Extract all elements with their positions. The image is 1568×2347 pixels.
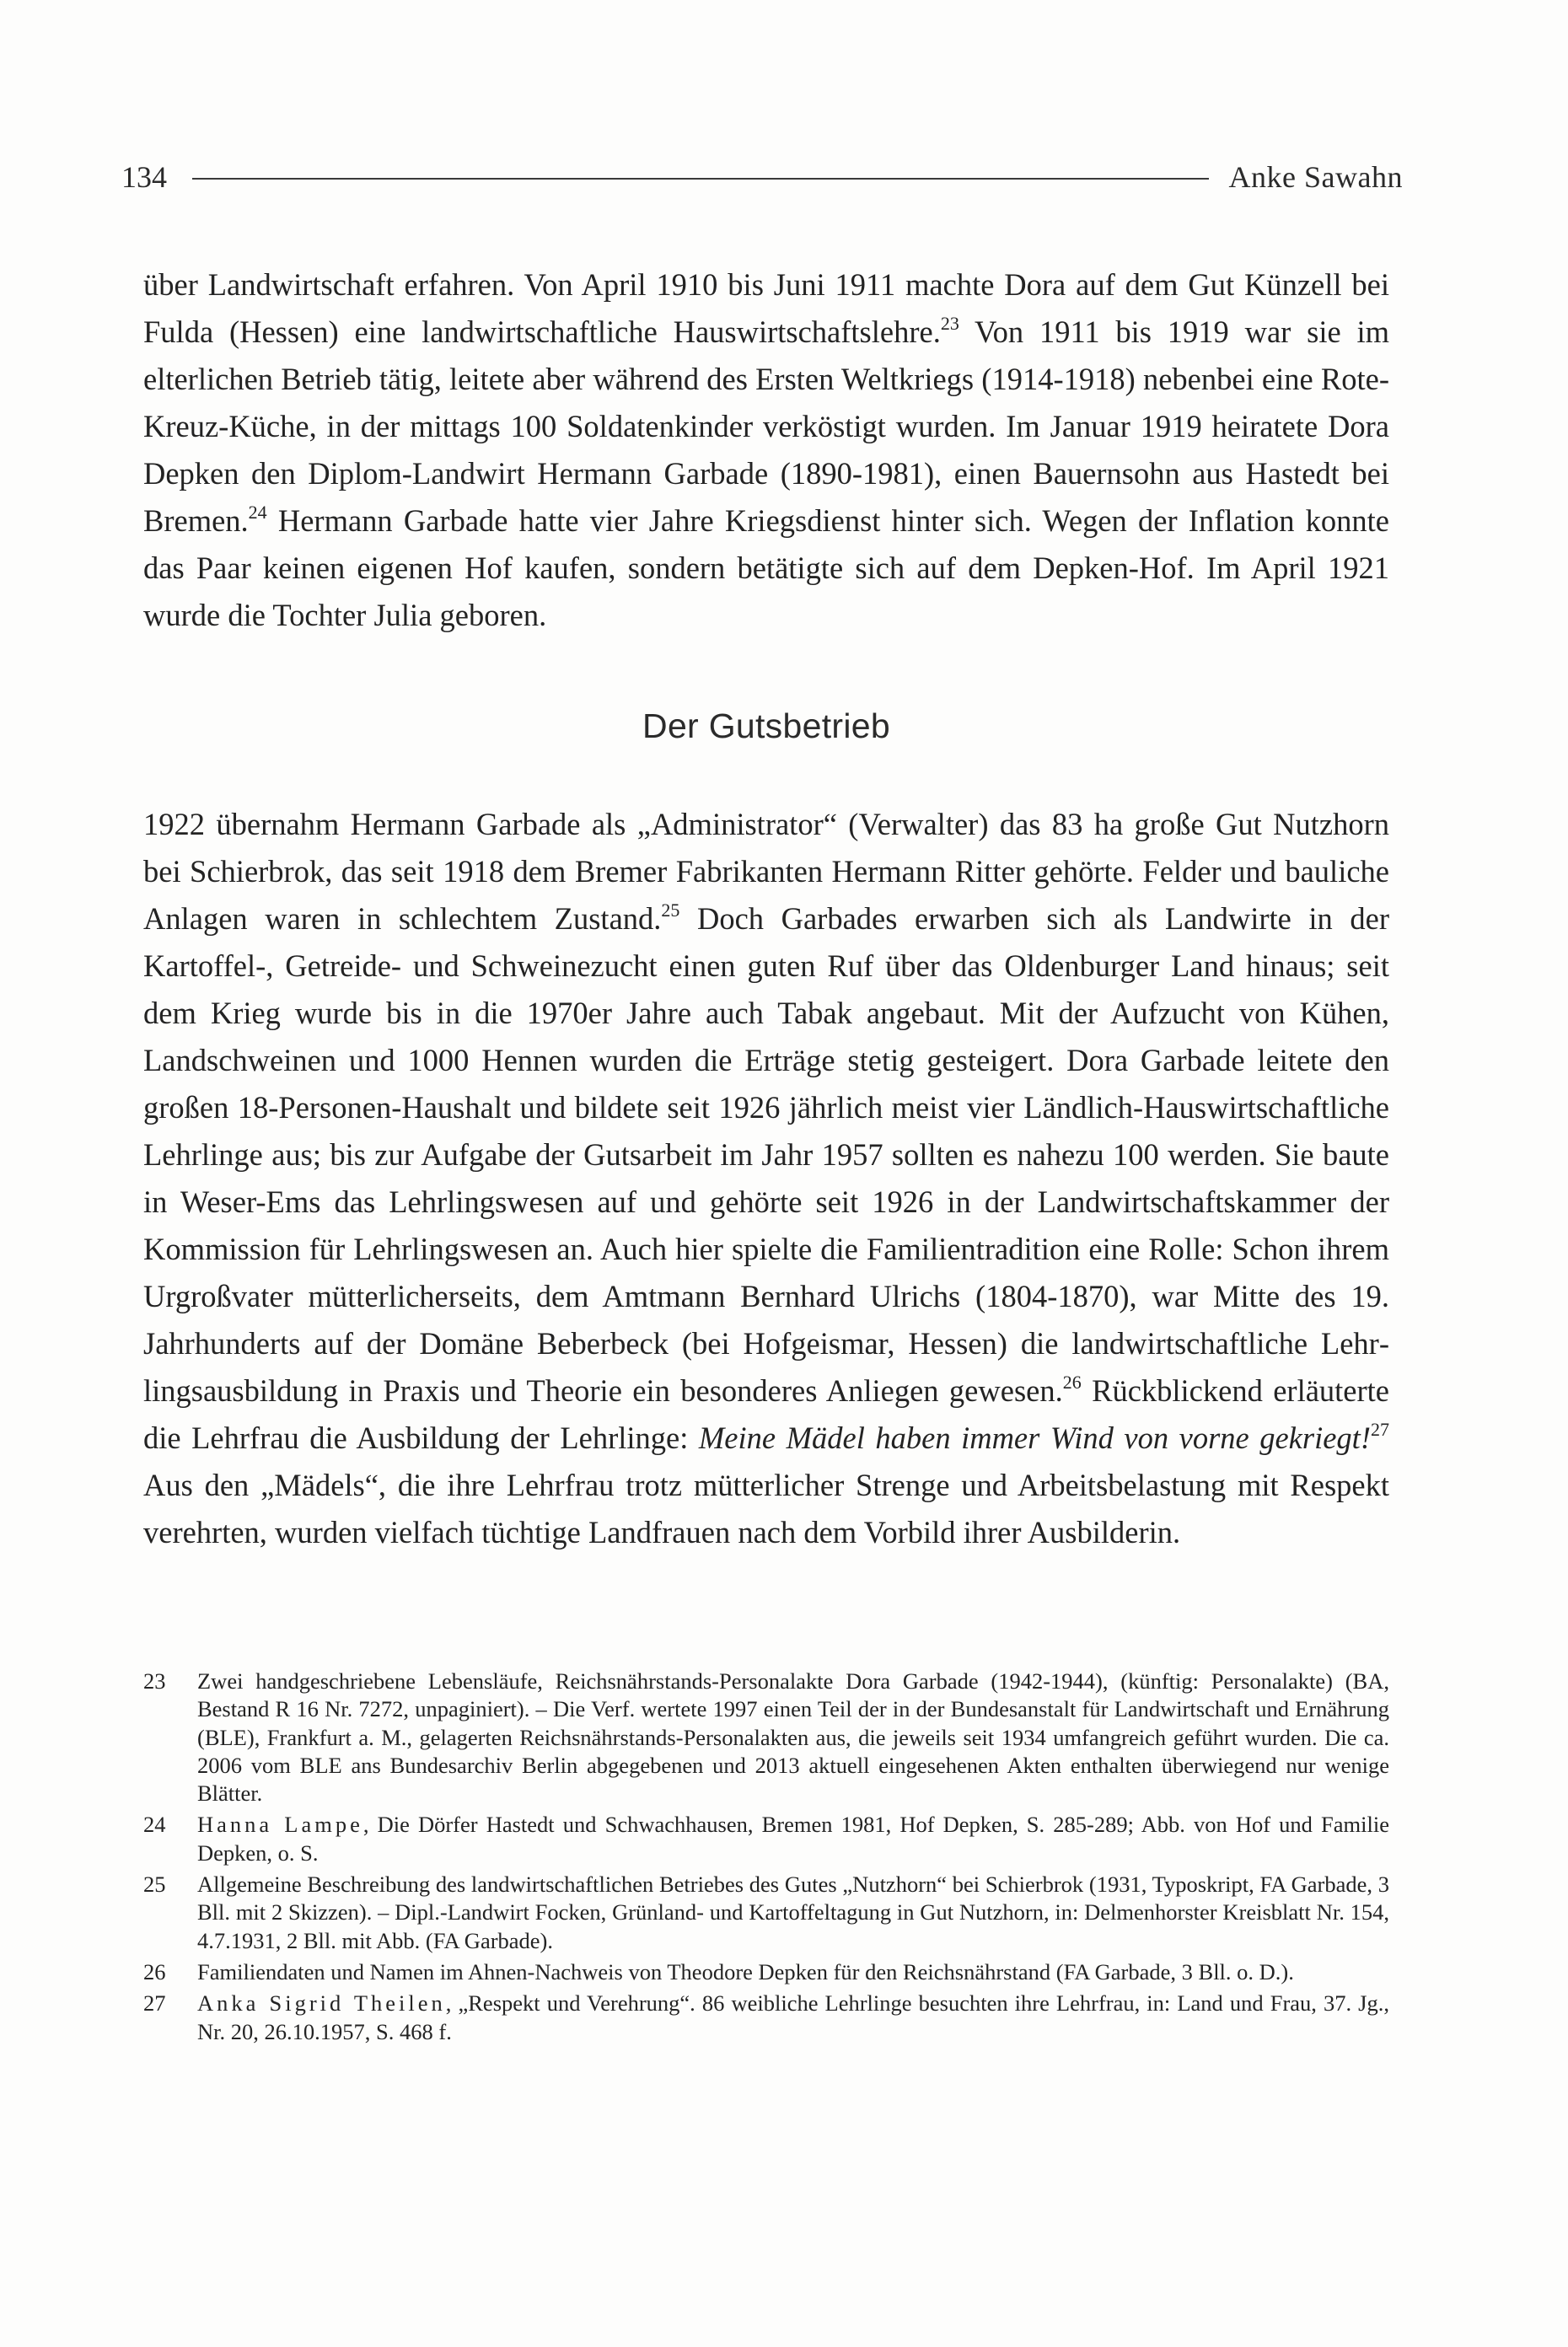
footnote-ref-24: 24 [248,501,267,523]
footnote-26 [143,1958,1389,1986]
paragraph-2-part-2: Doch Garbades erwarben sich als Landwirte in der Kartoffel-, Getreide- und Schweinezucht einen guten Ruf über das Oldenburger Land hinaus; seit dem Krieg wurde bis in die 1970er Jahre auch Tabak angebaut. Mit der Aufzucht von Kühen, Landschweinen und 1000 Hennen wurden die Erträge stetig gesteigert. Dora Garbade leitete den großen 18-Personen-Haushalt und bildete seit 1926 jährlich meist vier Ländlich-Hauswirtschaftliche Lehrlinge aus; bis zur Aufgabe der Gutsarbeit im Jahr 1957 sollten es nahezu 100 werden. Sie baute in Weser-Ems das Lehrlingswesen auf und gehörte seit 1926 in der Landwirtschaftskammer der Kommission für Lehrlingswesen an. Auch hier spielte die Familientradition eine Rolle: Schon ihrem Urgroßvater mütterlicherseits, dem Amtmann Bernhard Ulrichs (1804-1870), war Mitte des 19. Jahrhunderts auf der Domäne Beberbeck (bei Hofgeismar, Hessen) die landwirtschaftliche Lehrlingsausbildung in Praxis und Theorie ein besonderes Anliegen gewesen. [143,901,1389,1408]
footnote-25 [143,1871,1389,1955]
paragraph-1-part-1: über Landwirtschaft erfahren. Von April 1910 bis Juni 1911 machte Dora auf dem Gut Künzell bei Fulda (Hessen) eine landwirtschaftliche Hauswirtschaftslehre. [143,267,1389,349]
paragraph-1 [143,261,1389,639]
paragraph-2-part-3: Rückblickend erläuterte die Lehrfrau die Ausbildung der Lehrlinge: [143,1373,1389,1455]
paragraph-2-part-4: Aus den „Mädels“, die ihre Lehrfrau trotz mütterlicher Strenge und Arbeitsbelastung mit Respekt verehrten, wurden vielfach tüchtige Landfrauen nach dem Vorbild ihrer Ausbilderin. [143,1468,1389,1549]
running-header-author: Anke Sawahn [1228,160,1403,194]
footnote-text: , Die Dörfer Hastedt und Schwachhausen, Bremen 1981, Hof Depken, S. 285-289; Abb. von Hof und Familie Depken, o. S. [197,1812,1389,1866]
footnote-text: Allgemeine Beschreibung des landwirtschaftlichen Betriebes des Gutes „Nutzhorn“ bei Schierbrok (1931, Typoskript, FA Garbade, 3 Bll. mit 2 Skizzen). – Dipl.-Landwirt Focken, Grünland- und Kartoffeltagung in Gut Nutzhorn, in: Delmenhorster Kreisblatt Nr. 154, 4.7.1931, 2 Bll. mit Abb. (FA Garbade). [197,1872,1389,1953]
footnote-body [197,1990,1389,2046]
section-heading: Der Gutsbetrieb [642,706,890,745]
page-number: 134 [121,160,167,194]
footnote-24 [143,1811,1389,1867]
footnote-number: 25 [143,1872,166,1898]
footnote-body [197,1811,1389,1867]
footnote-number: 27 [143,1990,166,2017]
paragraph-2-text [143,801,1389,1556]
quote: Meine Mädel haben immer Wind von vorne gekriegt! [698,1421,1371,1455]
header-rule [192,178,1209,180]
footnote-author: Anka Sigrid Theilen [197,1990,446,2017]
footnote-number: 26 [143,1958,166,1984]
paragraph-1-text [143,261,1389,639]
footnote-ref-25: 25 [661,899,680,921]
footnote-author: Hanna Lampe [197,1812,363,1838]
paragraph-2-part-1: 1922 übernahm Hermann Garbade als „Administrator“ (Verwalter) das 83 ha große Gut Nutzhorn bei Schierbrok, das seit 1918 dem Bremer Fabrikanten Hermann Ritter gehörte. Felder und bauliche Anlagen waren in schlechtem Zustand. [143,807,1389,936]
footnote-number: 23 [143,1668,166,1694]
footnote-ref-27: 27 [1370,1418,1389,1440]
running-header [121,152,1403,202]
footnote-text: , „Respekt und Verehrung“. 86 weibliche Lehrlinge besuchten ihre Lehrfrau, in: Land und Frau, 37. Jg., Nr. 20, 26.10.1957, S. 468 f. [197,1990,1389,2044]
footnote-text: Zwei handgeschriebene Lebensläufe, Reichsnährstands-Personalakte Dora Garbade (1942-1944), (künftig: Personalakte) (BA, Bestand R 16 Nr. 7272, unpaginiert). – Die Verf. wertete 1997 einen Teil der in der Bundesanstalt für Landwirtschaft und Ernährung (BLE), Frankfurt a. M., gelagerten Reichsnährstands-Personalakten aus, die jeweils seit 1934 umfangreich geführt wurden. Die ca. 2006 vom BLE ans Bundesarchiv Berlin abgegebenen und 2013 aktuell eingesehenen Akten enthalten überwiegend nur wenige Blätter. [197,1668,1389,1807]
footnote-ref-26: 26 [1062,1371,1082,1393]
footnote-23 [143,1668,1389,1807]
footnote-text: Familiendaten und Namen im Ahnen-Nachweis von Theodore Depken für den Reichsnährstand (FA Garbade, 3 Bll. o. D.). [197,1958,1294,1984]
paragraph-1-part-2: Von 1911 bis 1919 war sie im elterlichen Betrieb tätig, leitete aber während des Ersten Weltkriegs (1914-1918) nebenbei eine Rote-Kreuz-Küche, in der mittags 100 Soldatenkinder verköstigt wurden. Im Januar 1919 heiratete Dora Depken den Diplom-Landwirt Hermann Garbade (1890-1981), einen Bauernsohn aus Hastedt bei Bremen. [143,314,1389,538]
paragraph-2 [143,801,1389,1556]
paragraph-1-part-3: Hermann Garbade hatte vier Jahre Kriegsdienst hinter sich. Wegen der Inflation konnte das Paar keinen eigenen Hof kaufen, sondern betätigte sich auf dem Depken-Hof. Im April 1921 wurde die Tochter Julia geboren. [143,503,1389,632]
footnote-27 [143,1990,1389,2046]
footnotes [143,1668,1389,2049]
footnote-number: 24 [143,1812,166,1838]
footnote-ref-23: 23 [940,312,959,334]
